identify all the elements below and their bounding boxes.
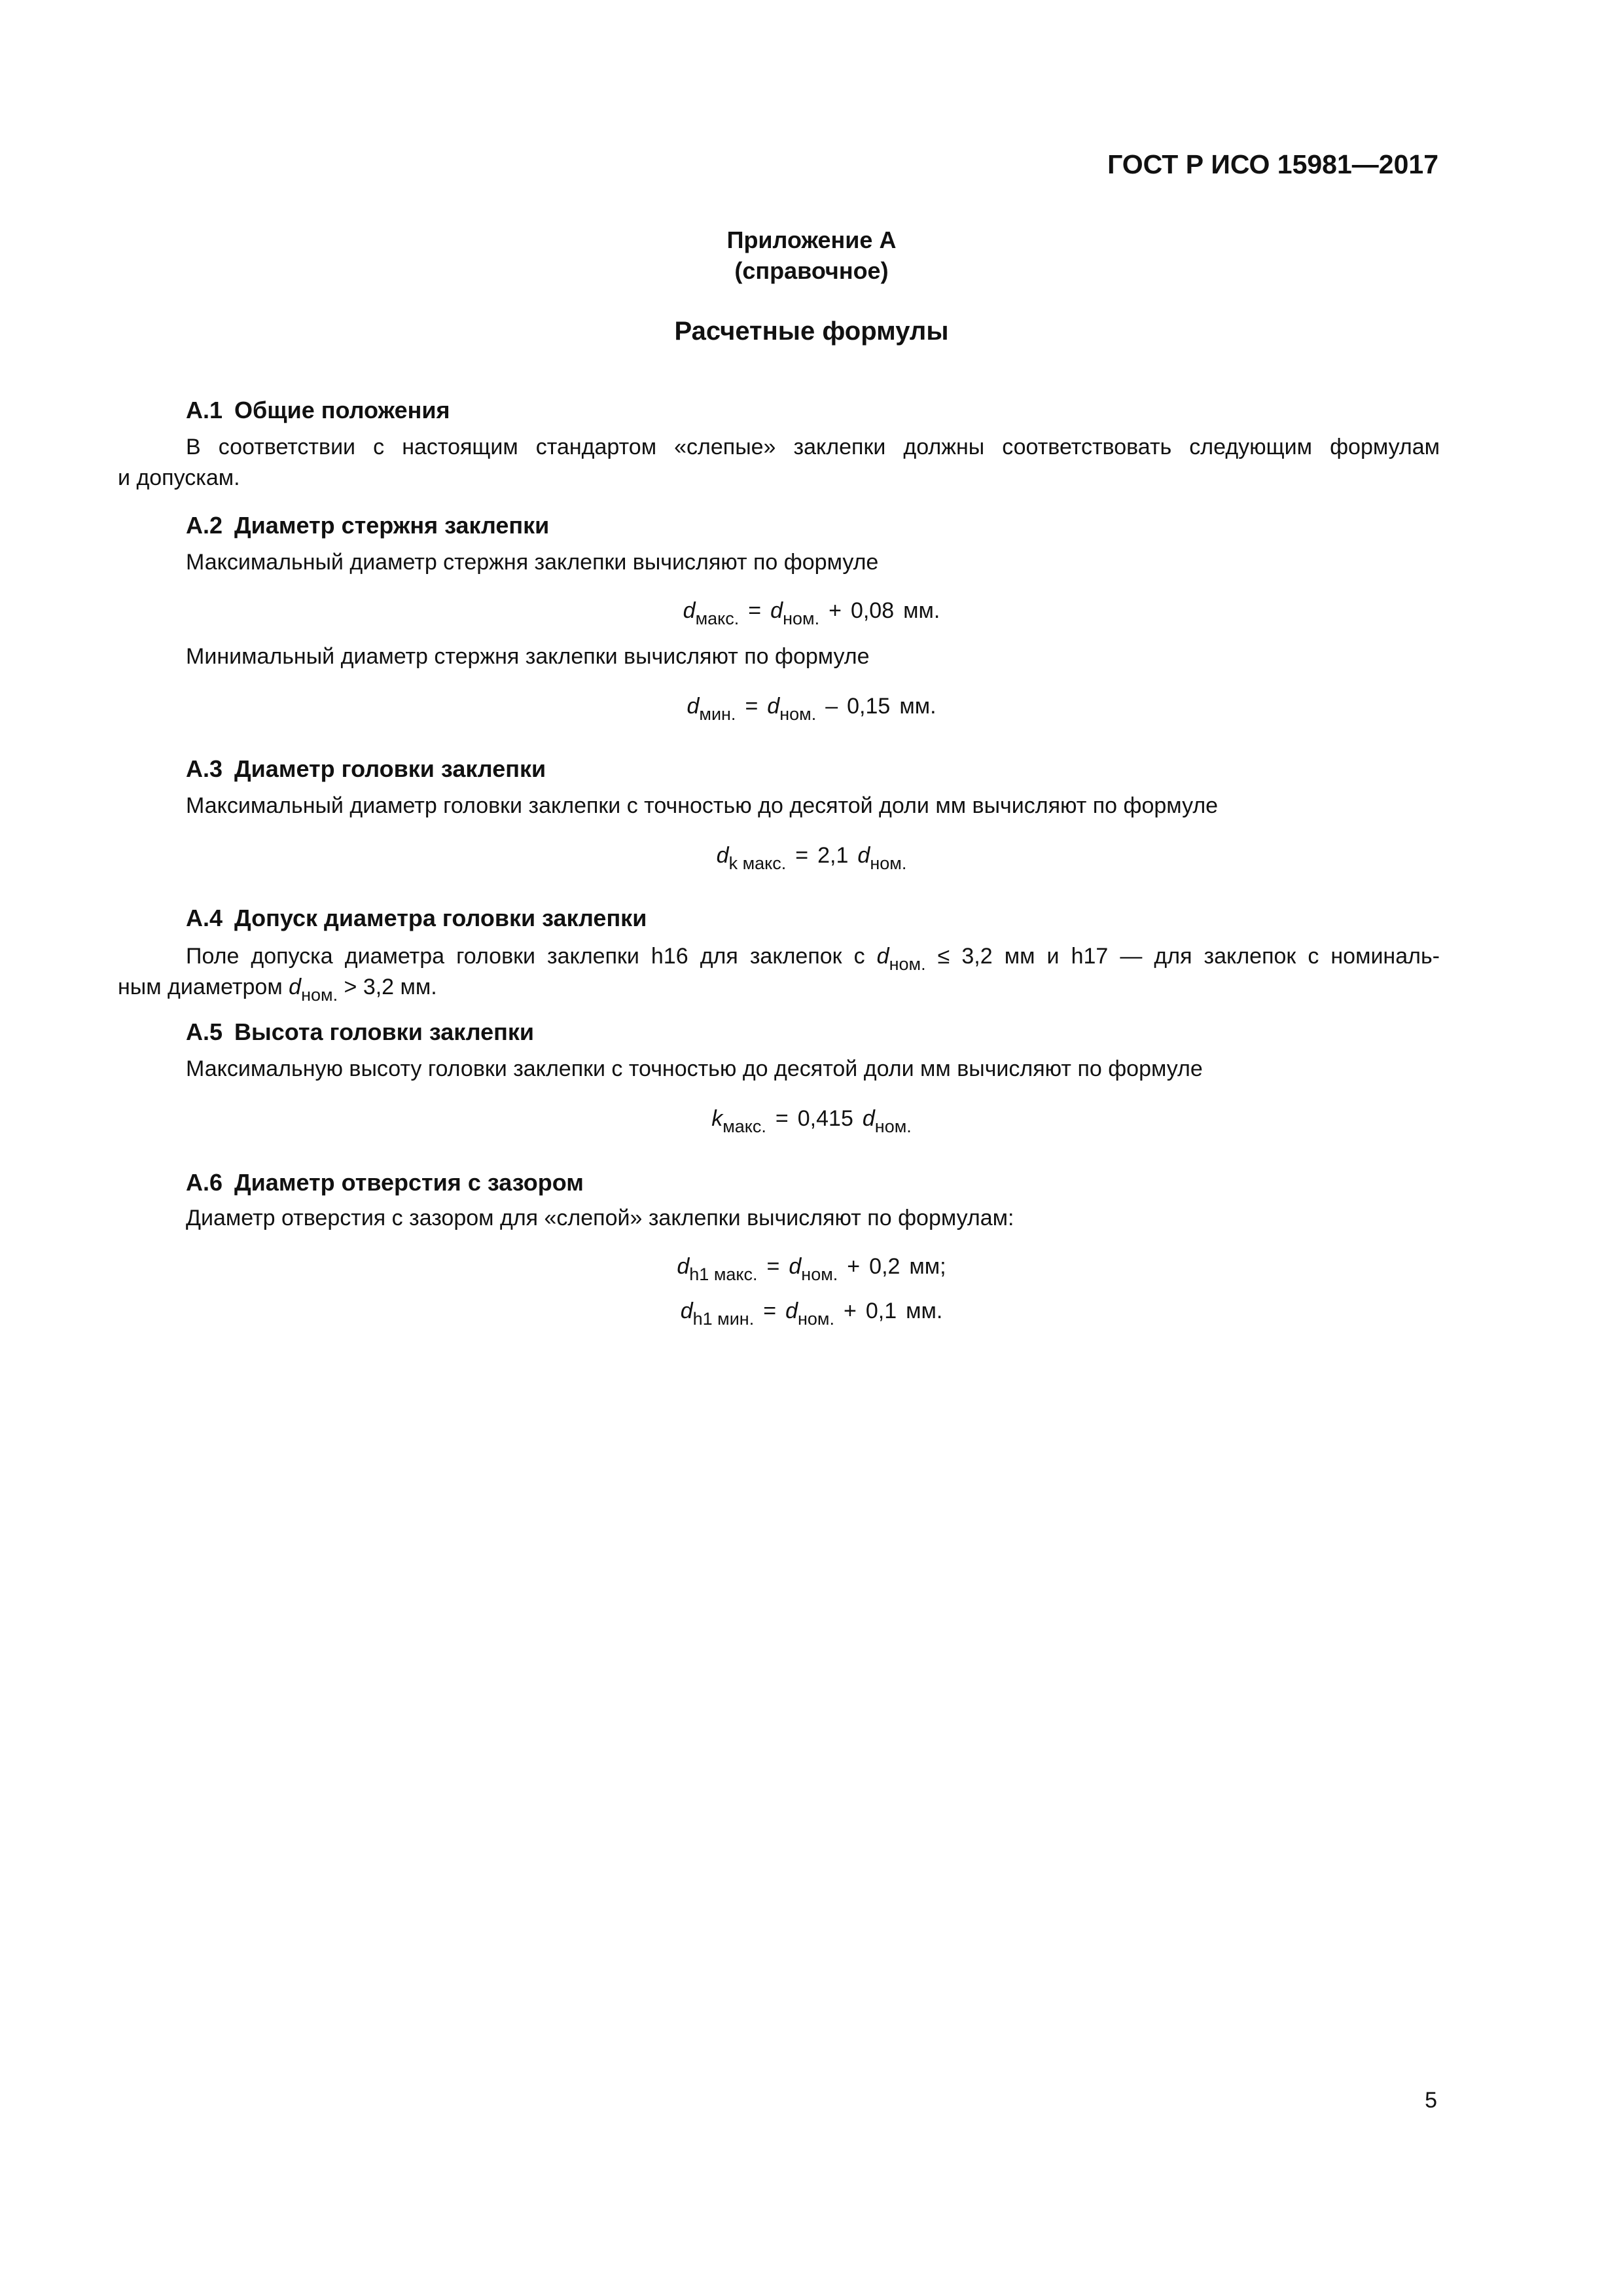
section-number: А.6 — [186, 1169, 223, 1196]
standard-code: ГОСТ Р ИСО 15981—2017 — [1107, 149, 1438, 179]
page-number: 5 — [1425, 2088, 1437, 2113]
section-heading-a6 — [186, 1169, 584, 1196]
paragraph-a6: Диаметр отверстия с зазором для «слепой» заклепки вычисляют по формулам: — [186, 1206, 1014, 1230]
paragraph-line: Поле допуска диаметра головки заклепки h16 для заклепок с $d_{ном.} \le 3,2$ мм и h17 — для заклепок с номиналь- — [186, 944, 1440, 974]
annex-type: (справочное) — [734, 257, 889, 284]
section-number: А.1 — [186, 397, 223, 423]
formula-dh1-max: $d_{h1 макс.} = d_{ном.} + 0,2$ мм; — [677, 1254, 946, 1284]
paragraph-line: и допускам. — [118, 465, 240, 490]
paragraph-a5: Максимальную высоту головки заклепки с точностью до десятой доли мм вычисляют по формуле — [186, 1056, 1203, 1081]
section-heading-a5 — [186, 1018, 534, 1046]
section-title: Общие положения — [234, 397, 450, 423]
paragraph-a2-min: Минимальный диаметр стержня заклепки вычисляют по формуле — [186, 644, 870, 669]
paragraph-a3: Максимальный диаметр головки заклепки с точностью до десятой доли мм вычисляют по формуле — [186, 793, 1219, 818]
paragraph-a4 — [118, 941, 1440, 1003]
paragraph-line: В соответствии с настоящим стандартом «слепые» заклепки должны соответствовать следующим формулам — [186, 435, 1440, 459]
formula-k-max: $k_{макс.} = 0,415$ $d_{ном.}$ — [711, 1106, 912, 1136]
annex-title: Расчетные формулы — [674, 317, 949, 346]
paragraph-a2-max: Максимальный диаметр стержня заклепки вычисляют по формуле — [186, 550, 879, 575]
section-number: А.5 — [186, 1018, 223, 1045]
section-heading-a3 — [186, 755, 546, 783]
formula-d-min: $d_{мин.} = d_{ном.} - 0,15$ мм. — [687, 694, 936, 724]
section-title: Диаметр отверстия с зазором — [234, 1169, 584, 1196]
section-heading-a1 — [186, 397, 450, 424]
formula-d-max: $d_{макс.} = d_{ном.} + 0,08$ мм. — [683, 598, 940, 628]
formula-dk-max: $d_{k макс.} = 2,1$ $d_{ном.}$ — [716, 843, 907, 873]
section-title: Диаметр стержня заклепки — [234, 512, 550, 539]
section-number: А.4 — [186, 905, 223, 931]
section-title: Диаметр головки заклепки — [234, 755, 546, 782]
section-number: А.3 — [186, 755, 223, 782]
section-heading-a2 — [186, 512, 549, 539]
paragraph-a1 — [118, 432, 1440, 493]
annex-label: Приложение А — [726, 226, 897, 253]
section-heading-a4 — [186, 905, 647, 932]
formula-dh1-min: $d_{h1 мин.} = d_{ном.} + 0,1$ мм. — [680, 1299, 943, 1329]
section-title: Допуск диаметра головки заклепки — [234, 905, 647, 931]
section-number: А.2 — [186, 512, 223, 539]
paragraph-line: ным диаметром $d_{ном.} > 3,2$ мм. — [118, 975, 437, 1005]
section-title: Высота головки заклепки — [234, 1018, 535, 1045]
